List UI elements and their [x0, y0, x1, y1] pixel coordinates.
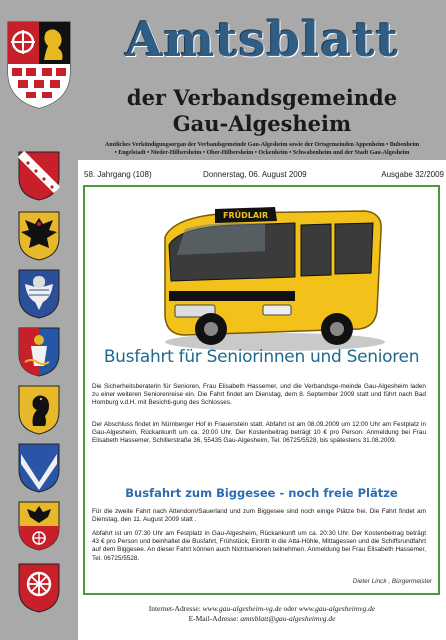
publication-subtitle-line1: der Verbandsgemeinde [126, 85, 398, 110]
horse-crest-icon [17, 384, 61, 436]
bus-destination-sign: FRÜDLAIR [223, 211, 269, 220]
publication-title: Amtsblatt [125, 12, 399, 68]
bend-crest-icon [17, 150, 61, 202]
wheel-crest-icon [17, 562, 61, 614]
publication-subtitle-line2: Gau-Algesheim [172, 111, 352, 136]
issue-date: Donnerstag, 06. August 2009 [203, 170, 307, 179]
chevron-crest-icon [17, 442, 61, 494]
angel-crest-icon [17, 268, 61, 320]
vg-gau-algesheim-crest-icon [6, 20, 72, 110]
issue-edition: Ausgabe 32/2009 [381, 170, 444, 179]
eagle-wheel-crest-icon [17, 500, 61, 552]
issue-volume: 58. Jahrgang (108) [84, 170, 152, 179]
or-text: oder [283, 604, 297, 613]
issue-info-bar [78, 168, 446, 182]
email-label: E-Mail-Adresse: [188, 614, 239, 623]
article-paragraph-1: Die Sicherheitsberaterin für Senioren, Frau Elisabeth Hassemer, und die Verbandsge-meinde Gau-Algesheim laden zu einer weiteren Seniorenreise ein. Die Fahrt findet am Dienstag, dem 8. September 2009 statt und führt nach Bad Homburg v.d.H. mit Besichti-gung des Schlosses. [92, 383, 426, 407]
crest-sidebar [0, 0, 78, 640]
footer-email [78, 614, 446, 623]
saint-crest-icon [17, 326, 61, 378]
masthead [78, 0, 446, 160]
article-paragraph-3: Für die zweite Fahrt nach Attendorn/Sauerland und zum Biggesee sind noch einige Plätze frei. Die Fahrt findet am Dienstag, den 11. August 2009 statt . [92, 508, 426, 524]
bus-illustration-icon [145, 207, 395, 352]
official-organ-notice [84, 141, 440, 157]
organ-line1: Amtliches Verkündigungsorgan der Verbandsgemeinde Gau-Algesheim sowie der Ortsgemeinden Appenheim • Bubenheim [104, 142, 420, 148]
eagle-crest-icon [17, 210, 61, 262]
article-paragraph-2: Der Abschluss findet im Nürnberger Hof in Frauenstein statt. Abfahrt ist am 08.09.2009 um 12:00 Uhr am Festplatz in Gau-Algesheim, Rückankunft um ca. 20:00 Uhr. Der Kostenbeitrag beträgt 10 € pro Person. Anmeldung bei Frau Elisabeth Hassemer, Schillerstraße 36, 55435 Gau-Algesheim, Tel. 06725/5528, bis spätestens 31.08.2009. [92, 421, 426, 445]
article-subheading: Busfahrt zum Biggesee - noch freie Plätze [125, 486, 398, 500]
article-signature: Dieter Linck , Bürgermeister [352, 578, 432, 585]
footer-internet [78, 604, 446, 613]
internet-link-2[interactable]: www.gau-algesheimvg.de [298, 604, 376, 613]
article-heading: Busfahrt für Seniorinnen und Senioren [103, 347, 420, 367]
article-paragraph-4: Abfahrt ist um 07:30 Uhr am Festplatz in Gau-Algesheim, Rückankunft um ca. 20:30 Uhr. Der Kostenbeitrag beträgt 43 € pro Person und beinhaltet die Busfahrt, Frühstück, Eintritt in die Atta-Höhle, Mittagessen und die Schiffsrundfahrt auf dem Biggesee. An dieser Fahrt können auch Nichtsenioren teilnehmen. Anmeldung bei Frau Elisabeth Hassemer, Tel. 06725/5528. [92, 530, 426, 562]
organ-line2: • Engelstadt • Nieder-Hilbersheim • Ober-Hilbersheim • Ockenheim • Schwabenheim und der Stadt Gau-Algesheim [114, 150, 410, 156]
internet-label: Internet-Adresse: [148, 604, 201, 613]
internet-link-1[interactable]: www.gau-algesheim-vg.de [202, 604, 282, 613]
email-link[interactable]: amtsblatt@gau-algesheimvg.de [240, 614, 336, 623]
